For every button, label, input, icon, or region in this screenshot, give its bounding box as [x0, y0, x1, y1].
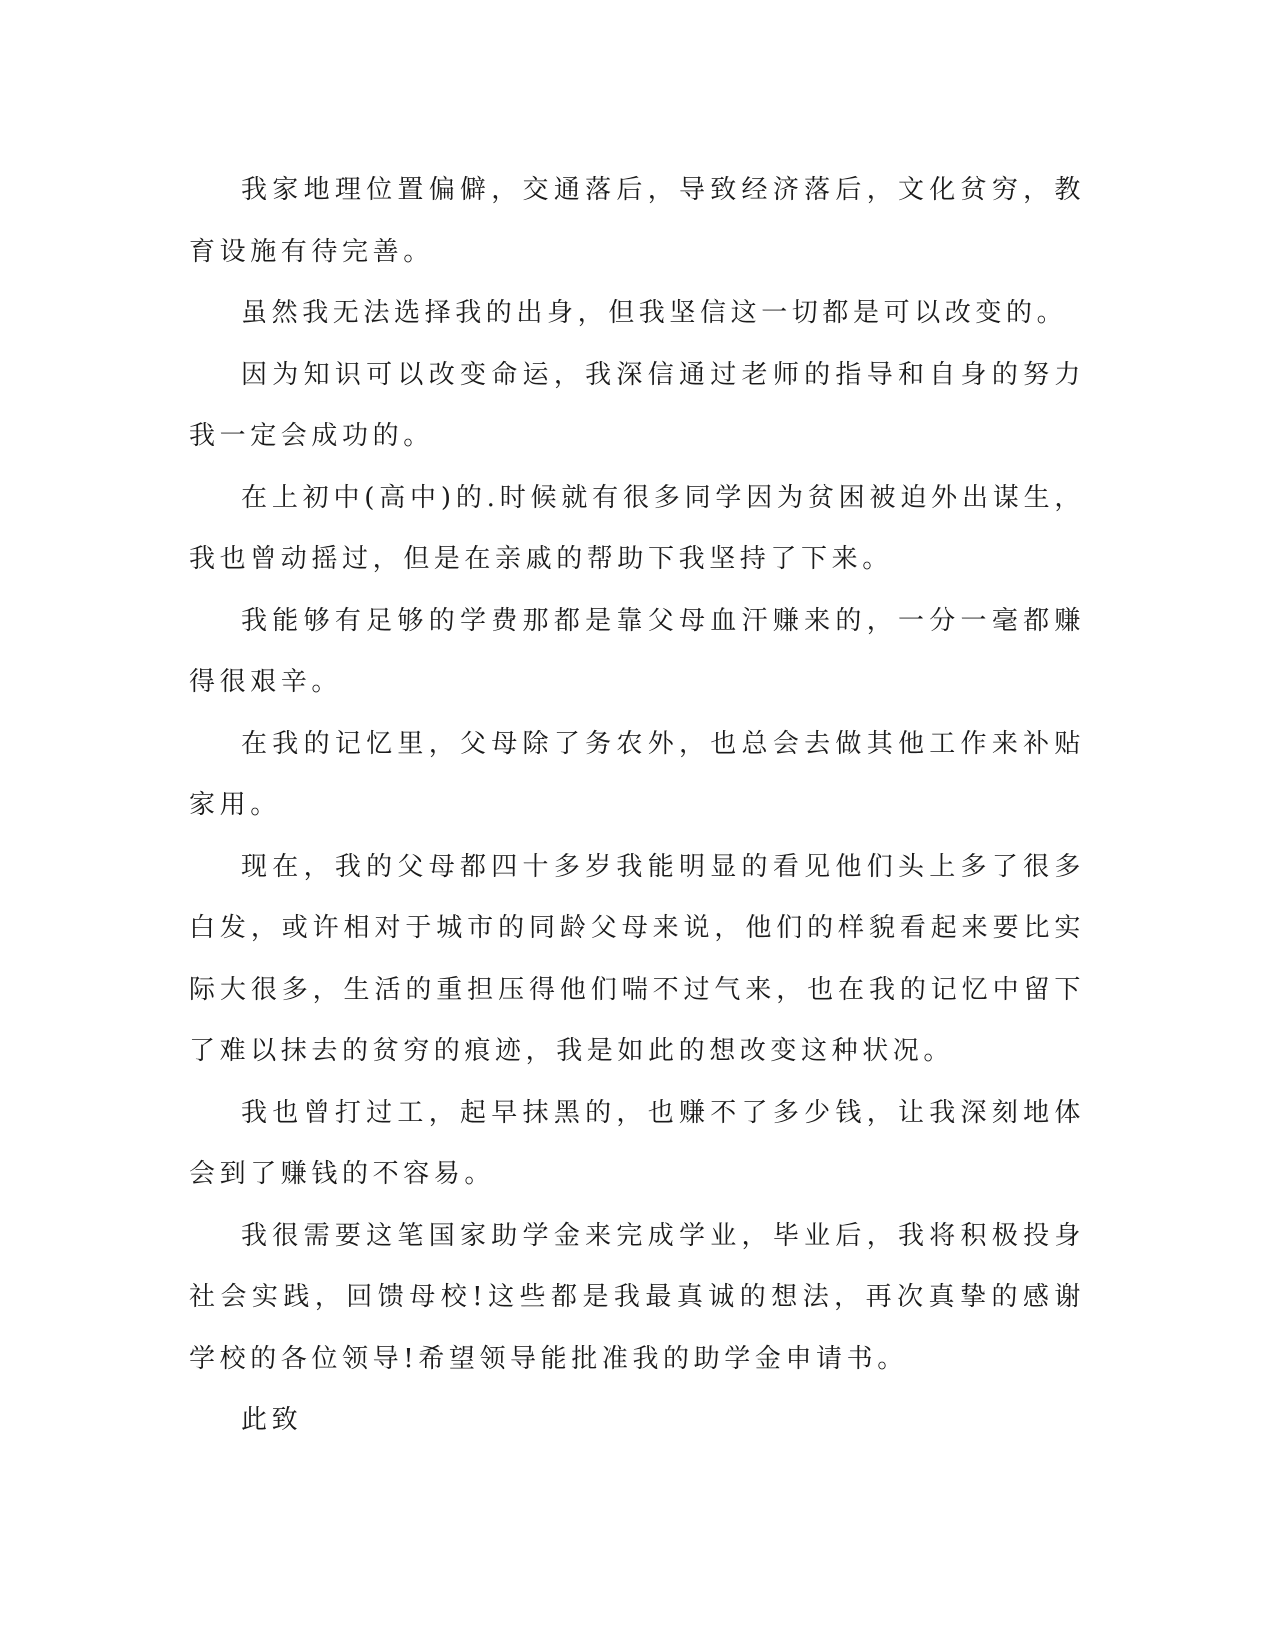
paragraph-tuition: 我能够有足够的学费那都是靠父母血汗赚来的，一分一毫都赚得很艰辛。: [189, 605, 1085, 697]
paragraph-request: 我很需要这笔国家助学金来完成学业，毕业后，我将积极投身社会实践，回馈母校!这些都是我最真诚的想法，再次真挚的感谢学校的各位领导!希望领导能批准我的助学金申请书。: [189, 1220, 1085, 1374]
document-body: [189, 160, 1085, 1452]
paragraph-background: 虽然我无法选择我的出身，但我坚信这一切都是可以改变的。: [241, 298, 1068, 328]
paragraph-knowledge: 因为知识可以改变命运，我深信通过老师的指导和自身的努力我一定会成功的。: [189, 359, 1085, 451]
closing-salutation: 此致: [241, 1405, 303, 1435]
paragraph-parents-now: 现在，我的父母都四十多岁我能明显的看见他们头上多了很多白发，或许相对于城市的同龄父母来说，他们的样貌看起来要比实际大很多，生活的重担压得他们喘不过气来，也在我的记忆中留下了难以抹去的贫穷的痕迹，我是如此的想改变这种状况。: [189, 851, 1085, 1066]
paragraph-part-time-job: 我也曾打过工，起早抹黑的，也赚不了多少钱，让我深刻地体会到了赚钱的不容易。: [189, 1097, 1085, 1189]
paragraph-parents-work: 在我的记忆里，父母除了务农外，也总会去做其他工作来补贴家用。: [189, 728, 1085, 820]
paragraph-school-years: 在上初中(高中)的.时候就有很多同学因为贫困被迫外出谋生，我也曾动摇过，但是在亲戚的帮助下我坚持了下来。: [189, 482, 1085, 574]
paragraph-location: 我家地理位置偏僻，交通落后，导致经济落后，文化贫穷，教育设施有待完善。: [189, 175, 1085, 267]
